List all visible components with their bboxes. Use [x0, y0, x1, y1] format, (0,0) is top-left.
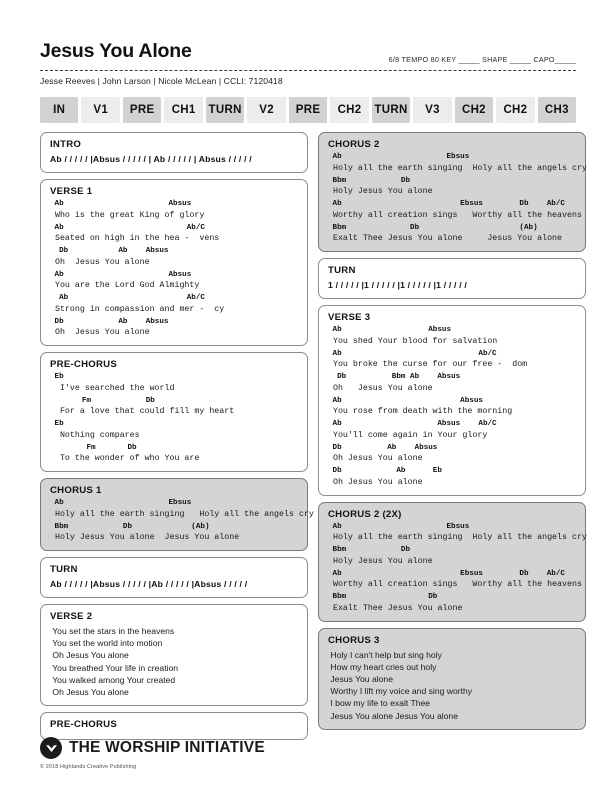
lyric-line: Who is the great King of glory [50, 210, 205, 220]
song-meta-line: 6/8 TEMPO 80 KEY _____ SHAPE _____ CAPO_____ [388, 55, 576, 64]
chord-line: Eb [50, 420, 64, 428]
chart-header [40, 40, 576, 66]
nav-chip-pre-6[interactable]: PRE [289, 97, 327, 123]
page-title: Jesus You Alone [40, 40, 192, 62]
lyric-line: Oh Jesus You alone [328, 477, 423, 487]
chord-lyric-pair [328, 224, 576, 245]
copyright-text: © 2018 Highlands Creative Publishing [40, 764, 137, 770]
chord-lyric-block [328, 153, 587, 244]
lyric-line: For a love that could fill my heart [50, 407, 235, 416]
lyric-line: Worthy all creation sings Worthy all the heavens [328, 210, 582, 220]
lyric-line: You walked among Your created [50, 674, 176, 685]
chord-lyric-pair [328, 350, 576, 371]
chord-line: Db Ab Absus [328, 443, 438, 452]
worship-initiative-logo-icon [40, 737, 62, 759]
chord-bars: Ab / / / / / |Absus / / / / / | Ab / / / / / | Absus / / / / / [50, 154, 252, 164]
chord-line: Db Bbm Ab Absus [328, 373, 461, 381]
lyric-line: You breathed Your life in creation [50, 662, 179, 673]
chord-lyric-pair [328, 153, 587, 174]
lyric-line: Oh Jesus You alone [328, 383, 433, 393]
chord-bars: 1 / / / / / |1 / / / / / |1 / / / / / |1 / / / / / [328, 280, 467, 290]
chord-lyric-pair [328, 593, 576, 614]
footer [40, 737, 265, 770]
chord-lyric-block [50, 373, 298, 464]
chord-line: Ab Absus Ab/C [328, 420, 497, 428]
section-title: VERSE 1 [50, 186, 93, 197]
chord-line: Db Ab Absus [50, 247, 169, 255]
lyric-line: To the wonder of who You are [50, 454, 200, 463]
lyric-line: Holy I can't help but sing holy [328, 649, 442, 660]
lyric-line: Worthy I lift my voice and sing worthy [328, 686, 473, 697]
chord-line: Bbm Db [328, 546, 411, 554]
section-title: TURN [50, 564, 78, 575]
lyric-line: Oh Jesus You alone [50, 650, 129, 661]
lyric-line: You are the Lord God Almighty [50, 281, 200, 290]
lyric-line: Oh Jesus You alone [50, 687, 129, 698]
chord-lyric-pair [50, 247, 298, 268]
chord-lyric-pair [50, 318, 298, 339]
right-column [318, 132, 586, 730]
chart-body [40, 132, 587, 740]
left-column [40, 132, 314, 740]
nav-chip-ch1-3[interactable]: CH1 [164, 97, 202, 123]
lyric-line: I've searched the world [50, 383, 175, 393]
chord-line: Fm Db [50, 443, 137, 452]
chord-lyric-pair [328, 200, 582, 221]
chord-line: Ab Ab/C [328, 349, 497, 358]
nav-chip-ch2-11[interactable]: CH2 [496, 97, 534, 123]
lyric-line: Worthy all creation sings Worthy all the heavens [328, 580, 582, 589]
section-turn [40, 557, 308, 598]
section-chorus-3 [318, 628, 586, 730]
lyric-line: Oh Jesus You alone [50, 257, 150, 267]
lyric-line: You set the world into motion [50, 638, 163, 649]
nav-chip-v1-1[interactable]: V1 [81, 97, 119, 123]
chord-line: Bbm Db (Ab) [50, 522, 210, 531]
lyric-line: You'll come again in Your glory [328, 430, 488, 440]
chord-lyric-pair [50, 523, 298, 544]
chord-lyric-pair [50, 224, 298, 245]
section-turn-2 [318, 258, 586, 299]
chord-line: Bbm Db [328, 176, 411, 185]
chord-line: Db Ab Eb [328, 467, 442, 475]
chord-lyric-pair [50, 420, 298, 441]
section-title: VERSE 2 [50, 611, 93, 622]
lyric-line: Holy Jesus You alone [328, 187, 433, 196]
chord-lyric-pair [328, 177, 576, 198]
nav-chip-v3-9[interactable]: V3 [413, 97, 451, 123]
section-title: CHORUS 3 [328, 634, 380, 646]
lyric-block [328, 649, 576, 722]
lyric-block [50, 625, 298, 698]
chord-line: Ab Ebsus [328, 522, 470, 531]
chord-lyric-pair [50, 397, 298, 418]
lyric-line: Jesus You alone [328, 673, 393, 684]
chord-lyric-block [50, 200, 298, 338]
section-title: CHORUS 2 [328, 139, 380, 150]
chord-lyric-pair [328, 420, 576, 441]
chord-line: Ab Ebsus [50, 499, 192, 507]
lyric-line: Nothing compares [50, 430, 140, 440]
chord-line: Ab Ebsus Db Ab/C [328, 569, 565, 578]
chord-lyric-pair [328, 373, 576, 394]
lyric-line: Holy all the earth singing Holy all the angels cry [328, 163, 587, 173]
chord-line: Fm Db [50, 396, 155, 405]
chord-line: Bbm Db (Ab) [328, 223, 538, 232]
chord-lyric-pair [50, 373, 298, 394]
lyric-line: You rose from death with the morning [328, 407, 513, 416]
section-pre-chorus [40, 352, 308, 472]
section-intro [40, 132, 308, 173]
section-verse-2 [40, 604, 308, 706]
nav-chip-in-0[interactable]: IN [40, 97, 78, 123]
chord-lyric-pair [50, 444, 298, 465]
section-chorus-1 [40, 478, 314, 551]
lyric-line: Oh Jesus You alone [50, 328, 150, 337]
section-title: VERSE 3 [328, 312, 371, 323]
nav-chip-v2-5[interactable]: V2 [247, 97, 285, 123]
chord-lyric-pair [50, 294, 298, 315]
lyric-line: You set the stars in the heavens [50, 626, 175, 636]
chord-line: Ab Absus [50, 270, 192, 279]
chord-lyric-pair [50, 271, 298, 292]
chord-line: Bbm Db [328, 593, 438, 601]
section-chorus-2-2x [318, 502, 586, 622]
brand-lockup [40, 737, 265, 759]
lyric-line: Holy all the earth singing Holy all the angels cry [50, 509, 314, 519]
lyric-line: I bow my life to exalt Thee [328, 698, 431, 709]
section-title: TURN [328, 265, 356, 276]
chord-lyric-pair [328, 569, 582, 591]
song-credits: Jesse Reeves | John Larson | Nicole McLean | CCLI: 7120418 [40, 76, 283, 86]
nav-chip-ch2-10[interactable]: CH2 [455, 97, 493, 123]
chord-line: Ab Ebsus Db Ab/C [328, 200, 565, 208]
nav-chip-ch3-12[interactable]: CH3 [538, 97, 576, 123]
lyric-line: You broke the curse for our free - dom [328, 360, 528, 369]
chord-lyric-block [328, 522, 587, 614]
section-title: CHORUS 1 [50, 485, 102, 496]
chord-line: Ab Ab/C [50, 223, 205, 232]
nav-chip-turn-4[interactable]: TURN [206, 97, 244, 123]
lyric-line: Holy Jesus You alone Jesus You alone [50, 533, 240, 542]
section-title: PRE-CHORUS [50, 359, 117, 370]
chord-lyric-block [328, 326, 576, 488]
chord-line: Ab Ab/C [50, 294, 205, 302]
chord-line: Ab Absus [328, 326, 452, 334]
section-chorus-2 [318, 132, 586, 252]
lyric-line: Exalt Thee Jesus You alone [328, 603, 463, 613]
brand-name: THE WORSHIP INITIATIVE [69, 739, 265, 756]
chord-bars: Ab / / / / / |Absus / / / / / |Ab / / / / / |Absus / / / / / [50, 579, 248, 589]
chord-line: Ab Ebsus [328, 153, 470, 161]
chord-lyric-pair [328, 326, 576, 347]
nav-chip-pre-2[interactable]: PRE [123, 97, 161, 123]
lyric-line: Holy all the earth singing Holy all the angels cry [328, 533, 587, 542]
section-title: INTRO [50, 139, 82, 150]
nav-chip-ch2-7[interactable]: CH2 [330, 97, 368, 123]
lyric-line: Jesus You alone Jesus You alone [328, 710, 458, 721]
lyric-line: Strong in compassion and mer - cy [50, 304, 225, 314]
chord-lyric-pair [328, 546, 576, 567]
section-verse-1 [40, 179, 308, 346]
section-title: CHORUS 2 (2X) [328, 508, 402, 520]
lyric-line: Exalt Thee Jesus You alone Jesus You alone [328, 234, 563, 243]
chord-line: Ab Absus [50, 200, 192, 208]
section-title: PRE-CHORUS [50, 719, 117, 731]
chord-lyric-pair [328, 467, 576, 488]
lyric-line: Oh Jesus You alone [328, 454, 423, 463]
lyric-line: Holy Jesus You alone [328, 556, 433, 566]
lyric-line: Seated on high in the hea - vens [50, 234, 220, 243]
chord-lyric-pair [328, 397, 576, 418]
header-divider [40, 70, 576, 71]
chord-line: Ab Absus [328, 396, 483, 405]
section-verse-3 [318, 305, 586, 496]
chord-line: Db Ab Absus [50, 317, 169, 326]
chord-lyric-pair [328, 522, 587, 544]
lyric-line: How my heart cries out holy [328, 661, 437, 672]
arrangement-nav [40, 97, 576, 123]
chord-lyric-block [50, 499, 314, 543]
chord-line: Eb [50, 373, 64, 381]
chord-lyric-pair [50, 200, 298, 221]
chord-lyric-pair [328, 444, 576, 465]
lyric-line: You shed Your blood for salvation [328, 336, 498, 346]
chord-lyric-pair [50, 499, 314, 520]
nav-chip-turn-8[interactable]: TURN [372, 97, 410, 123]
